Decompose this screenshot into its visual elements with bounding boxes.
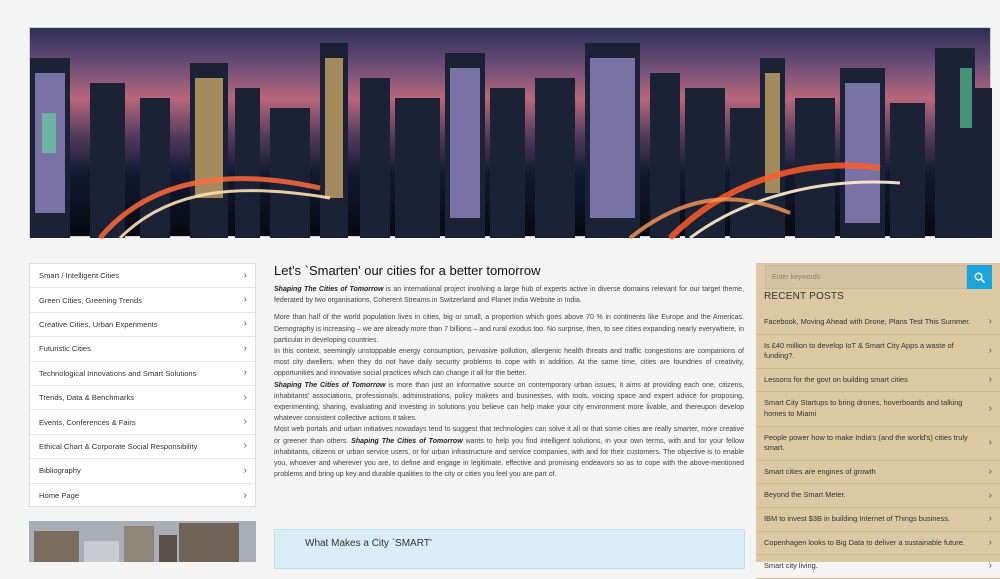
recent-post-link[interactable] (756, 532, 1000, 556)
recent-post-link[interactable] (756, 555, 1000, 579)
intro-paragraph (274, 284, 744, 306)
menu-item-bibliography[interactable] (30, 459, 255, 483)
recent-post-link[interactable] (756, 461, 1000, 485)
post-title: Smart City Startups to bring drones, hoverboards and talking homes to Miami (764, 398, 963, 418)
info-box-title: What Makes a City `SMART' (305, 538, 432, 549)
menu-item-smart-cities[interactable] (30, 264, 255, 288)
recent-post-link[interactable] (756, 427, 1000, 461)
search-input[interactable] (765, 265, 967, 289)
menu-item-green-cities[interactable] (30, 288, 255, 312)
menu-item-label: Green Cities, Greening Trends (39, 295, 142, 305)
menu-item-label: Technological Innovations and Smart Solutions (39, 368, 197, 378)
recent-post-link[interactable] (756, 369, 1000, 393)
body-text-b: In this context, seemingly unstoppable energy consumption, pervasive pollution, allergenic health threats and traffic congestions are companions of most city dwellers, when they do not have daily security problems to cope with in addition. At the same time, cities are foundries of creativity, opportunities and innovative social practices which can change it all for the better. (274, 348, 744, 378)
menu-item-futuristic-cities[interactable] (30, 337, 255, 361)
post-title: People power how to make India's (and the world's) cities truly smart. (764, 432, 968, 453)
chevron-right-icon: › (243, 294, 247, 306)
chevron-right-icon: › (988, 437, 992, 449)
recent-post-link[interactable] (756, 484, 1000, 508)
chevron-right-icon: › (243, 489, 247, 501)
post-title: Facebook, Moving Ahead with Drone, Plans Test This Summer. (764, 317, 971, 326)
body-text-d: Most web portals and urban initiatives nowadays tend to suggest that technologies can solve it all or that some cities are really smarter, more creative or greener than others. (274, 426, 744, 445)
menu-item-label: Futuristic Cities (39, 344, 91, 354)
menu-item-ethical-chart[interactable] (30, 435, 255, 459)
menu-item-label: Smart / Intelligent Cities (39, 271, 120, 281)
menu-item-label: Bibliography (39, 466, 81, 476)
menu-item-label: Ethical Chart & Corporate Social Responsibility (39, 441, 198, 451)
search-icon (974, 272, 985, 283)
chevron-right-icon: › (243, 269, 247, 281)
chevron-right-icon: › (988, 345, 992, 357)
post-title: Beyond the Smart Meter. (764, 490, 846, 500)
menu-item-label: Creative Cities, Urban Experiments (39, 319, 158, 329)
chevron-right-icon: › (988, 536, 992, 548)
body-text-e: wants to help you find intelligent solutions, in your own terms, with and for your fellow inhabitants, citizens or urban service users, or for urban infrastructure and service companies, with and for their customers. The objective is to enable you, whoever and wherever you are, to define and engage in legitimate, effective and promising endeavors so as to cope with the above-mentioned problems and bring up key and durable qualities to the city or cities you feel you are part of. (274, 437, 745, 479)
chevron-right-icon: › (243, 367, 247, 379)
post-title: Smart cities are engines of growth (764, 466, 876, 476)
menu-item-label: Events, Conferences & Fairs (39, 417, 136, 427)
menu-item-label: Home Page (39, 491, 80, 501)
chevron-right-icon: › (243, 342, 247, 354)
chevron-right-icon: › (988, 489, 992, 501)
menu-item-events[interactable] (30, 410, 255, 434)
chevron-right-icon: › (988, 316, 992, 328)
project-name: Shaping The Cities of Tomorrow (274, 381, 386, 389)
recent-posts-list (756, 311, 1000, 579)
post-title: IBM to invest $3B in building Internet of Things business. (764, 513, 950, 523)
menu-item-label: Trends, Data & Benchmarks (39, 393, 135, 403)
chevron-right-icon: › (243, 440, 247, 452)
recent-post-link[interactable] (756, 335, 1000, 369)
right-sidebar (756, 263, 1000, 572)
search-button[interactable] (967, 265, 992, 289)
menu-item-home-page[interactable] (30, 484, 255, 508)
chevron-right-icon: › (988, 513, 992, 525)
skyline-illustration (30, 28, 992, 238)
menu-item-tech-innovations[interactable] (30, 362, 255, 386)
body-text-c: is more than just an informative source on contemporary urban issues, it aims at providing each one, citizens, inhabitants' associations, professionals, administrations, policy makers and businesses, with tools, voicing space and expert advice for proposing, experimenting, sharing, evaluating and investing in solutions you believe can help make your city environment more livable, and thereupon develop whatever consistent collective actions it takes. (274, 381, 744, 423)
street-photo (29, 521, 256, 562)
main-content (274, 262, 744, 480)
project-name: Shaping The Cities of Tomorrow (351, 437, 463, 445)
post-title: Lessons for the govt on building smart cities (764, 374, 908, 384)
recent-post-link[interactable] (756, 508, 1000, 532)
chevron-right-icon: › (243, 464, 247, 476)
info-box[interactable] (274, 529, 745, 569)
street-photo-illustration (29, 521, 256, 562)
page-title: Let's `Smarten' our cities for a better tomorrow (274, 263, 541, 278)
body-text-a: More than half of the world population lives in cities, big or small, a proportion which goes above 70 % in continents like Europe and the Americas. Demography is increasing – we are already more than 7 billions – and rural exodus too. No surprise, then, to see cities expanding nearly everywhere, in particular in developing countries. (274, 314, 744, 344)
intro-text: is an international project involving a large hub of experts active in diverse domains relevant for our target theme, federated by two organisations, Coherent Streams in Switzerland and Planet India Website in India. (274, 286, 745, 305)
chevron-right-icon: › (243, 416, 247, 428)
recent-post-link[interactable] (756, 392, 1000, 426)
recent-post-link[interactable] (756, 311, 1000, 335)
project-name: Shaping The Cities of Tomorrow (274, 286, 384, 293)
menu-item-trends-data[interactable] (30, 386, 255, 410)
chevron-right-icon: › (243, 391, 247, 403)
chevron-right-icon: › (243, 318, 247, 330)
chevron-right-icon: › (988, 560, 992, 572)
chevron-right-icon: › (988, 402, 992, 414)
category-menu (29, 263, 256, 507)
body-paragraph (274, 312, 744, 480)
post-title: Copenhagen looks to Big Data to deliver a sustainable future. (764, 537, 965, 547)
post-title: Smart city living. (764, 561, 818, 571)
header-banner-image (29, 27, 991, 237)
search-placeholder: Enter keywords (772, 273, 821, 281)
post-title: Is £40 million to develop IoT & Smart City Apps a waste of funding?. (764, 340, 954, 361)
chevron-right-icon: › (988, 374, 992, 386)
recent-posts-heading: RECENT POSTS (764, 291, 845, 302)
menu-item-creative-cities[interactable] (30, 313, 255, 337)
chevron-right-icon: › (988, 466, 992, 478)
